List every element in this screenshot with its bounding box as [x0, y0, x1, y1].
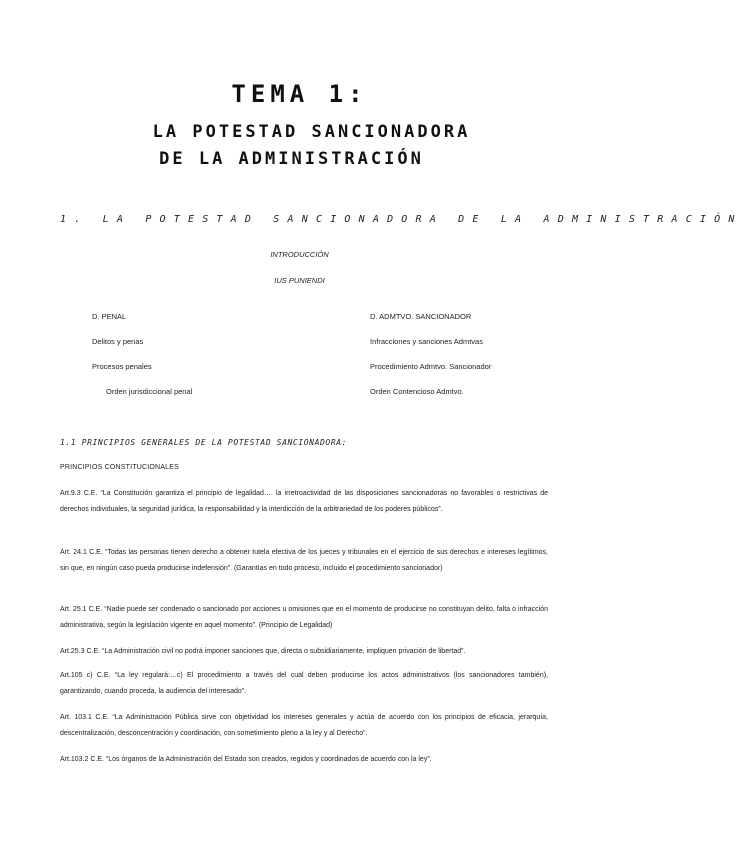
left-item: Delitos y penas	[92, 337, 144, 346]
document-subtitle-line-1: LA POTESTAD SANCIONADORA	[152, 122, 471, 142]
subsection-heading: 1.1 PRINCIPIOS GENERALES DE LA POTESTAD SANCIONADORA:	[60, 438, 348, 447]
ius-puniendi-label: IUS PUNIENDI	[274, 276, 325, 285]
document-subtitle-line-2: DE LA ADMINISTRACIÓN	[159, 149, 424, 169]
paragraph-art-103-2: Art.103.2 C.E. “Los órganos de la Administración del Estado son creados, regidos y coordinados de acuerdo con la ley”.	[60, 756, 432, 763]
paragraph-art-24-1: Art. 24.1 C.E. “Todas las personas tienen derecho a obtener tutela efectiva de los jueces y tribunales en el ejercicio de sus derechos e intereses legítimos, sin que, en ningún caso pueda producirse indefensión”. (Garantías en todo proceso, incluido el procedimiento sancionador)	[60, 549, 548, 572]
comparison-right-column	[370, 312, 491, 412]
right-item: Procedimiento Admtvo. Sancionador	[370, 362, 492, 371]
left-item: Orden jurisdiccional penal	[106, 387, 193, 396]
paragraph-art-103-1: Art. 103.1 C.E. “La Administración Pública sirve con objetividad los intereses generales y actúa de acuerdo con los principios de eficacia, jerarquía, descentralización, desconcentración y coordinación, con sometimiento pleno a la ley y al Derecho”.	[60, 714, 548, 737]
paragraph-art-105-c: Art.105 c) C.E. “La ley regulará:…c) El procedimiento a través del cual deben producirse los actos administrativos (los sancionadores también), garantizando, cuando proceda, la audiencia del interesado”.	[60, 672, 548, 695]
paragraph-art-25-3: Art.25.3 C.E. “La Administración civil no podrá imponer sanciones que, directa o subsidiariamente, impliquen privación de libertad”.	[60, 648, 466, 655]
right-item: D. ADMTVO. SANCIONADOR	[370, 312, 472, 321]
left-item: Procesos penales	[92, 362, 152, 371]
paragraph-art-9-3: Art.9.3 C.E. “La Constitución garantiza el principio de legalidad…. la irretroactividad de las disposiciones sancionadoras no favorables o restrictivas de derechos individuales, la seguridad jurídica, la responsabilidad y la interdicción de la arbitrariedad de los poderes públicos”.	[60, 490, 548, 513]
right-item: Infracciones y sanciones Admtvas	[370, 337, 483, 346]
document-title: TEMA 1:	[231, 80, 368, 108]
introduccion-label: INTRODUCCIÓN	[270, 250, 329, 259]
section-heading: 1. LA POTESTAD SANCIONADORA DE LA ADMINISTRACIÓN	[60, 214, 743, 225]
right-item: Orden Contencioso Admtvo.	[370, 387, 464, 396]
principios-label: PRINCIPIOS CONSTITUCIONALES	[60, 464, 179, 471]
comparison-left-column	[92, 312, 192, 412]
left-item: D. PENAL	[92, 312, 127, 321]
paragraph-art-25-1: Art. 25.1 C.E. “Nadie puede ser condenado o sancionado por acciones u omisiones que en el momento de producirse no constituyan delito, falta o infracción administrativa, según la legislación vigente en aquel momento”. (Principio de Legalidad)	[60, 606, 548, 629]
